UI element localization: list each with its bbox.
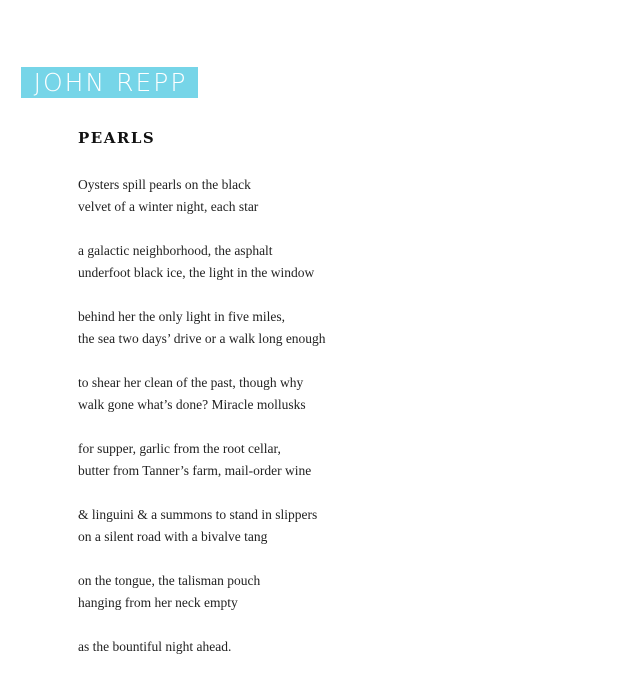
stanza [78,306,598,350]
poem-line: velvet of a winter night, each star [78,199,259,214]
stanza [78,240,598,284]
poem-line: walk gone what’s done? Miracle mollusks [78,397,306,412]
poem-line: Oysters spill pearls on the black [78,177,251,192]
poem-line: butter from Tanner’s farm, mail-order wine [78,463,312,478]
poem-body [78,174,598,680]
stanza [78,438,598,482]
poem-line: the sea two days’ drive or a walk long enough [78,331,326,346]
stanza [78,504,598,548]
poem-title: PEARLS [78,129,156,147]
poem-line: for supper, garlic from the root cellar, [78,441,281,456]
stanza [78,570,598,614]
poem-line: as the bountiful night ahead. [78,639,232,654]
poem-line: on the tongue, the talisman pouch [78,573,261,588]
poem-line: & linguini & a summons to stand in slippers [78,507,318,522]
poem-line: a galactic neighborhood, the asphalt [78,243,273,258]
poem-line: to shear her clean of the past, though why [78,375,304,390]
poem-line: underfoot black ice, the light in the window [78,265,315,280]
stanza [78,636,598,658]
site-logo[interactable]: JOHN REPP [21,67,198,98]
poem-line: behind her the only light in five miles, [78,309,285,324]
poem-line: on a silent road with a bivalve tang [78,529,268,544]
stanza [78,174,598,218]
poem-line: hanging from her neck empty [78,595,238,610]
stanza [78,372,598,416]
